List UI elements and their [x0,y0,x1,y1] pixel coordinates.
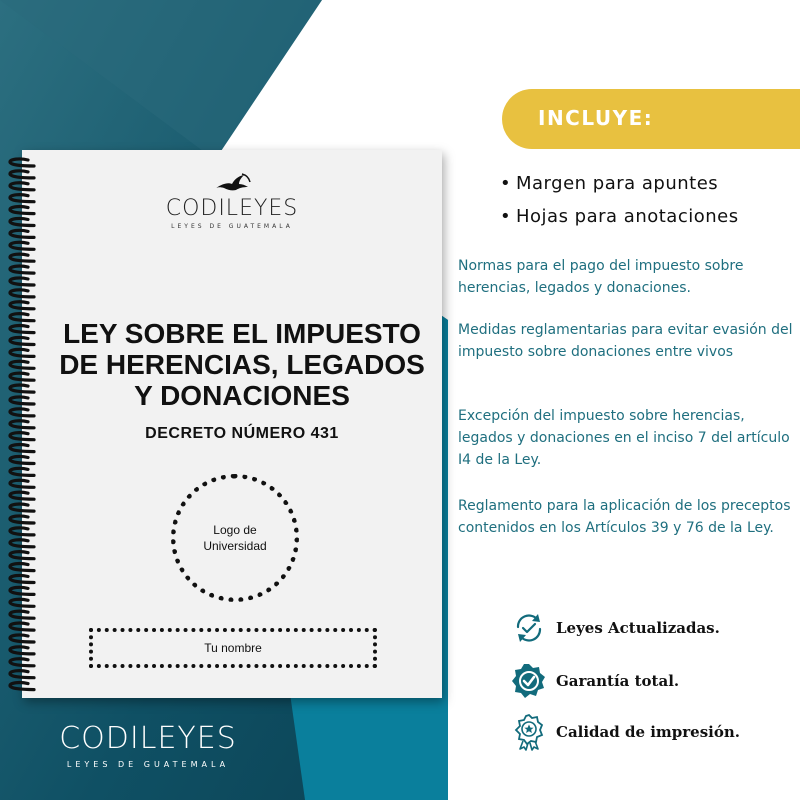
spiral-coil [10,528,34,535]
title-line: LEY SOBRE EL IMPUESTO [63,318,421,349]
spiral-coil [10,409,34,416]
spiral-coil [10,349,34,356]
notebook-brand-tagline: LEYES DE GUATEMALA [171,223,293,230]
badge-check-icon [510,662,548,700]
spiral-coil [10,480,34,487]
spiral-coil [10,587,34,594]
bullet-icon: • [500,206,512,227]
notebook-cover [22,150,442,698]
spiral-coil [10,326,34,333]
spiral-coil [10,254,34,261]
spiral-coil [10,659,34,666]
description-paragraph: Medidas reglamentarias para evitar evasión del impuesto sobre donaciones entre vivos [458,322,793,360]
university-logo-placeholder [171,474,299,602]
feature-label: Leyes Actualizadas. [556,619,720,637]
description-paragraph: Excepción del impuesto sobre herencias, legados y donaciones en el inciso 7 del artículo I4 de la Ley. [458,408,790,468]
spiral-coil [10,421,34,428]
notebook-brand-name: CODILEYES [165,196,299,221]
name-placeholder [89,628,377,668]
decreto-number: DECRETO NÚMERO 431 [145,425,339,442]
spiral-coil [10,468,34,475]
spiral-coil [10,445,34,452]
spiral-coil [10,623,34,630]
spiral-coil [10,575,34,582]
feature-label: Garantía total. [556,672,680,690]
list-item-label: Margen para apuntes [516,173,719,194]
list-item [500,167,739,200]
brand-bottom [50,722,246,769]
name-placeholder-label: Tu nombre [204,641,262,655]
incluye-list [500,167,739,233]
spiral-coil [10,504,34,511]
spiral-coil [10,373,34,380]
logo-placeholder-line: Logo de [213,523,257,537]
spiral-coil [10,552,34,559]
spiral-coil [10,290,34,297]
bullet-icon: • [500,173,512,194]
description-paragraph: Reglamento para la aplicación de los preceptos contenidos en los Artículos 39 y 76 de la Ley. [458,498,791,536]
spiral-coil [10,337,34,344]
spiral-coil [10,599,34,606]
feature-item [510,609,720,647]
spiral-coil [10,671,34,678]
refresh-check-icon [510,609,548,647]
brand-bottom-name: CODILEYES [59,721,237,756]
notebook-title [32,318,452,411]
spiral-coil [10,278,34,285]
spiral-coil [10,564,34,571]
list-item [500,200,739,233]
spiral-coil [10,516,34,523]
spiral-coil [10,635,34,642]
bird-logo-icon [212,172,252,196]
title-line: Y DONACIONES [134,380,350,411]
spiral-coil [10,266,34,273]
spiral-coil [10,242,34,249]
award-star-icon [510,713,548,751]
logo-placeholder-line: Universidad [203,539,267,553]
title-line: DE HERENCIAS, LEGADOS [59,349,425,380]
spiral-coil [10,230,34,237]
brand-bottom-tagline: LEYES DE GUATEMALA [66,760,230,769]
spiral-coil [10,683,34,690]
spiral-coil [10,433,34,440]
notebook-brand [22,172,442,230]
spiral-coil [10,492,34,499]
list-item-label: Hojas para anotaciones [516,206,739,227]
feature-item [510,662,679,700]
spiral-coil [10,456,34,463]
incluye-banner [502,89,800,149]
spiral-coil [10,385,34,392]
spiral-coil [10,397,34,404]
spiral-coil [10,540,34,547]
feature-item [510,713,740,751]
spiral-coil [10,647,34,654]
spiral-coil [10,361,34,368]
spiral-coil [10,302,34,309]
description-paragraph: Normas para el pago del impuesto sobre herencias, legados y donaciones. [458,258,744,296]
spiral-coil [10,159,34,166]
incluye-label: INCLUYE: [538,106,654,130]
feature-label: Calidad de impresión. [556,723,741,741]
spiral-coil [10,314,34,321]
spiral-coil [10,611,34,618]
